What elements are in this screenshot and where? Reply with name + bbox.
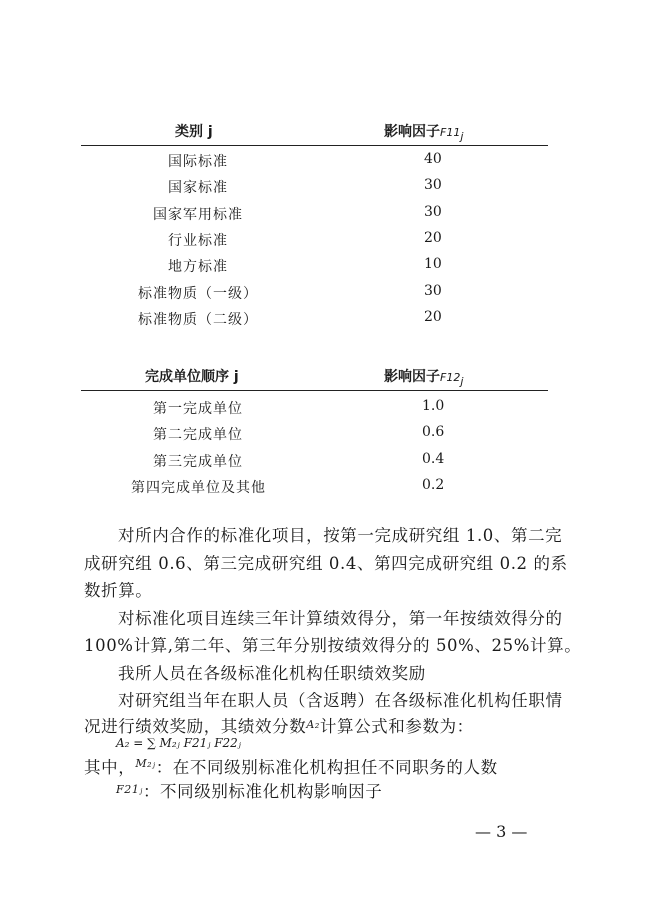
- paragraph-2-line-2: 100%计算,第二年、第三年分别按绩效得分的 50%、25%计算。: [84, 636, 582, 655]
- paragraph-1-line-3: 数折算。: [84, 581, 153, 600]
- paragraph-4-line-2-b: 计算公式和参数为：: [319, 717, 474, 736]
- paragraph-1-line-1: 对所内合作的标准化项目，按第一完成研究组 1.0、第二完: [118, 526, 563, 545]
- where-line-1: [84, 754, 498, 778]
- table2-header-category: 完成单位顺序 j: [145, 369, 239, 385]
- symbol-a2: A₂: [306, 718, 320, 731]
- table1-row-value: 30: [424, 177, 442, 193]
- where-prefix: 其中，: [84, 758, 136, 777]
- paragraph-4-line-1: 对研究组当年在职人员（含返聘）在各级标准化机构任职情: [118, 691, 563, 710]
- page-number: — 3 —: [475, 822, 528, 841]
- table1-row-value: 30: [424, 204, 442, 220]
- symbol-m2j: M₂ⱼ: [135, 757, 156, 770]
- table1-row-label: 标准物质（一级）: [138, 286, 258, 302]
- symbol-f21j: F21ⱼ: [116, 783, 143, 796]
- paragraph-4-line-2-a: 况进行绩效奖励，其绩效分数: [84, 717, 307, 736]
- table2-row-label: 第三完成单位: [153, 454, 243, 470]
- table2-row-value: 1.0: [422, 398, 445, 414]
- formula: A₂ = ∑ M₂ⱼ F21ⱼ F22ⱼ: [116, 736, 241, 750]
- table2-row-label: 第二完成单位: [153, 427, 243, 443]
- table1-row-label: 国家标准: [168, 180, 228, 196]
- table1-row-label: 国家军用标准: [153, 207, 243, 223]
- table1-row-value: 10: [424, 256, 442, 272]
- table1-row-value: 20: [424, 309, 442, 325]
- table1-row-label: 国际标准: [168, 154, 228, 170]
- table1-header-factor-label: 影响因子: [384, 124, 440, 140]
- where-line-2: [116, 778, 382, 802]
- paragraph-1-line-2: 成研究组 0.6、第三完成研究组 0.4、第四完成研究组 0.2 的系: [84, 554, 568, 573]
- table1-header-factor-sub: j: [460, 129, 464, 143]
- table2-header-factor-label: 影响因子: [384, 369, 440, 385]
- section-heading: 我所人员在各级标准化机构任职绩效奖励: [118, 664, 426, 683]
- table1-row-value: 30: [424, 283, 442, 299]
- table1-row-value: 20: [424, 230, 442, 246]
- table2-header-factor-symbol: F12: [440, 371, 461, 384]
- where-text-1: ：在不同级别标准化机构担任不同职务的人数: [155, 758, 498, 777]
- table1-row-label: 行业标准: [168, 233, 228, 249]
- table2-row-label: 第一完成单位: [153, 401, 243, 417]
- table1-header-factor-symbol: F11: [440, 126, 461, 139]
- table2-row-value: 0.2: [422, 477, 445, 493]
- table2-row-label: 第四完成单位及其他: [131, 480, 266, 496]
- table2-row-value: 0.6: [422, 424, 445, 440]
- table1-row-label: 标准物质（二级）: [138, 312, 258, 328]
- paragraph-2-line-1: 对标准化项目连续三年计算绩效得分，第一年按绩效得分的: [118, 609, 563, 628]
- where-text-2: ：不同级别标准化机构影响因子: [142, 782, 383, 801]
- table2-row-value: 0.4: [422, 451, 445, 467]
- table1-header-category: 类别 j: [175, 124, 213, 140]
- table2-header-factor: [384, 366, 463, 388]
- table2-header-rule: [81, 390, 548, 391]
- table1-row-label: 地方标准: [168, 259, 228, 275]
- table1-row-value: 40: [424, 151, 442, 167]
- table2-header-factor-sub: j: [460, 374, 464, 388]
- table1-header-rule: [81, 145, 548, 146]
- paragraph-4-line-2: [84, 713, 474, 737]
- table1-header-factor: [384, 121, 463, 143]
